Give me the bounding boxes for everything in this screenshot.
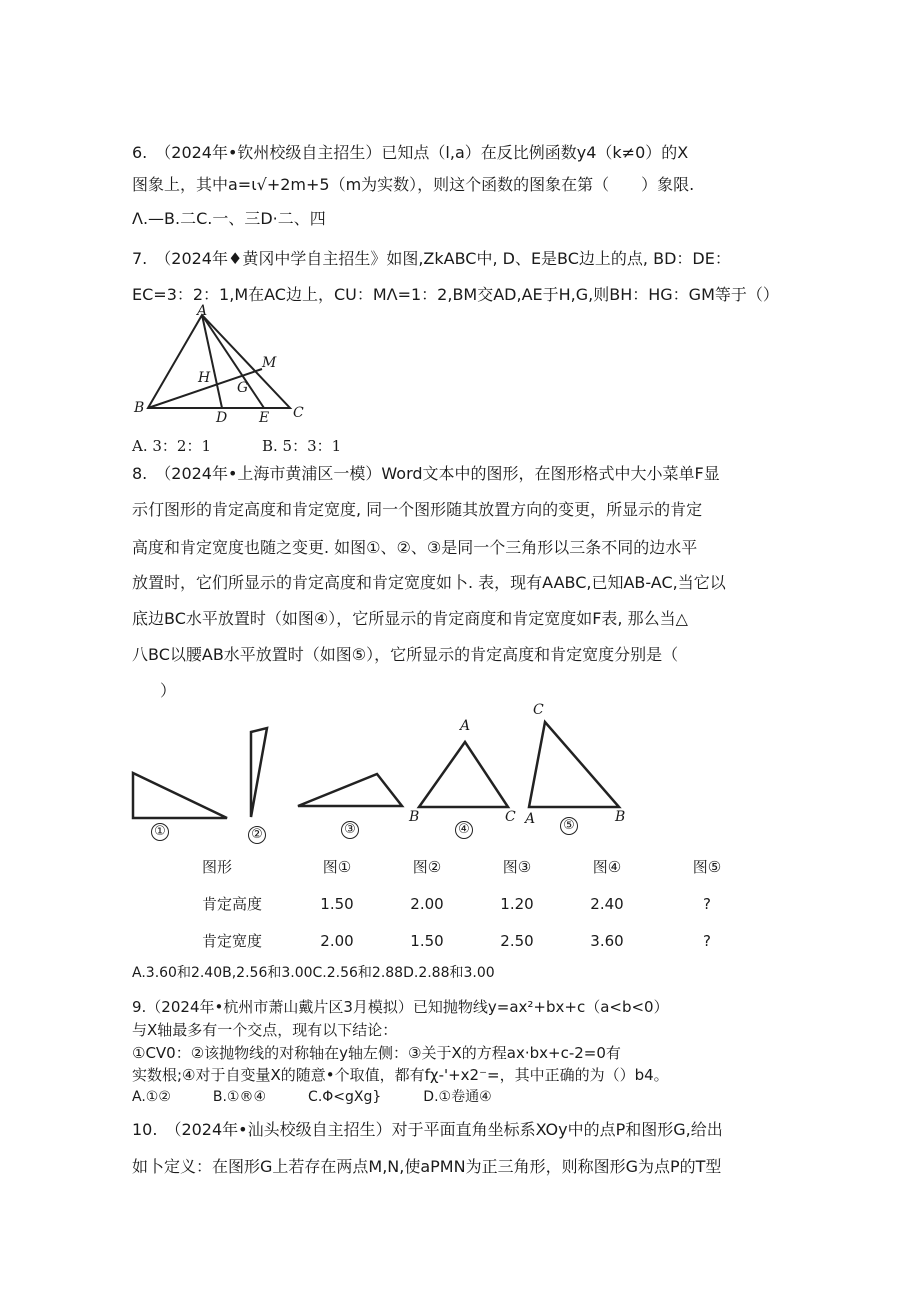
q7-label-m: M bbox=[262, 355, 277, 371]
q6-options: Λ.—B.二C.一、三D·二、四 bbox=[132, 209, 326, 228]
fig2-number: ② bbox=[248, 826, 266, 844]
q7-label-e: E bbox=[259, 410, 270, 426]
fig4-triangle bbox=[419, 742, 508, 807]
q8-line-6: 八BC以腰AB水平放置时（如图⑤），它所显示的肯定高度和肯定宽度分别是（ bbox=[132, 645, 679, 664]
q6-line-2: 图象上，其中a=ι√+2m+5（m为实数），则这个函数的图象在第（ ）象限. bbox=[132, 175, 695, 194]
q7-label-b: B bbox=[134, 400, 145, 416]
table-header: 图③ bbox=[502, 858, 532, 876]
table-header: 图② bbox=[412, 858, 442, 876]
q8-line-1: 8. （2024年•上海市黄浦区一模）Word文本中的图形，在图形格式中大小菜单F显 bbox=[132, 464, 720, 483]
q10-line-2: 如卜定义：在图形G上若存在两点M,N,使aPMN为正三角形，则称图形G为点P的T型 bbox=[132, 1157, 722, 1176]
table-cell: ? bbox=[703, 894, 711, 913]
fig5-label-b: B bbox=[615, 809, 626, 825]
q8-line-7: ） bbox=[160, 681, 177, 700]
q7-label-d: D bbox=[216, 410, 228, 426]
table-cell: 1.50 bbox=[410, 931, 444, 950]
q7-label-h: H bbox=[198, 370, 211, 386]
table-cell: 肯定高度 bbox=[202, 895, 263, 913]
q7-option-b: B. 5：3：1 bbox=[262, 437, 342, 455]
fig4-label-c: C bbox=[505, 809, 516, 825]
q7-label-a: A bbox=[197, 303, 208, 319]
q9-line-4: 实数根;④对于自变量X的随意•个取值，都有fχ-'+x2⁻=，其中正确的为（）b4。 bbox=[132, 1066, 669, 1084]
q8-line-2: 示仃图形的肯定高度和肯定宽度, 同一个图形随其放置方向的变更，所显示的肯定 bbox=[132, 500, 703, 519]
q9-line-2: 与X轴最多有一个交点，现有以下结论： bbox=[132, 1021, 398, 1039]
table-header: 图⑤ bbox=[692, 858, 722, 876]
q8-options: A.3.60和2.40B,2.56和3.00C.2.56和2.88D.2.88和3.00 bbox=[132, 965, 495, 981]
fig1-number: ① bbox=[151, 823, 169, 841]
table-row bbox=[190, 885, 762, 922]
fig3-number: ③ bbox=[341, 821, 359, 839]
q7-line-1: 7. （2024年♦黄冈中学自主招生》如图,ZkABC中, D、E是BC边上的点, BD：DE： bbox=[132, 249, 731, 268]
q9-line-1: 9.（2024年•杭州市萧山戴片区3月模拟）已知抛物线y=ax²+bx+c（a<b<0） bbox=[132, 998, 669, 1016]
table-header: 图形 bbox=[202, 858, 233, 876]
q7-option-a: A. 3：2：1 bbox=[132, 437, 211, 455]
table-cell: 3.60 bbox=[590, 931, 624, 950]
q7-label-g: G bbox=[237, 380, 249, 396]
q6-line-1: 6. （2024年•钦州校级自主招生）已知点（l,a）在反比例函数y4（k≠0）的X bbox=[132, 143, 689, 162]
fig5-number: ⑤ bbox=[560, 817, 578, 835]
fig5-label-a: A bbox=[525, 811, 536, 827]
q7-line-2: EC=3：2：1,M在AC边上，CU：MΛ=1：2,BM交AD,AE于H,G,则BH：HG：GM等于（） bbox=[132, 285, 779, 304]
q8-line-4: 放置时，它们所显示的肯定高度和肯定宽度如卜. 表，现有AABC,已知AB-AC,当它以 bbox=[132, 573, 726, 592]
table-cell: 2.00 bbox=[320, 931, 354, 950]
fig5-triangle bbox=[529, 722, 619, 807]
q7-label-c: C bbox=[293, 405, 304, 421]
fig1-triangle bbox=[133, 773, 227, 818]
fig4-label-a: A bbox=[460, 718, 471, 734]
table-row bbox=[190, 922, 762, 959]
table-header: 图④ bbox=[592, 858, 622, 876]
q10-line-1: 10. （2024年•汕头校级自主招生）对于平面直角坐标系XOy中的点P和图形G,给出 bbox=[132, 1120, 723, 1139]
table-cell: 肯定宽度 bbox=[202, 932, 263, 950]
table-cell: 2.40 bbox=[590, 894, 624, 913]
q8-line-5: 底边BC水平放置时（如图④），它所显示的肯定商度和肯定宽度如F表, 那么当△ bbox=[132, 609, 688, 628]
fig3-triangle bbox=[298, 774, 402, 806]
q8-line-3: 高度和肯定宽度也随之变更. 如图①、②、③是同一个三角形以三条不同的边水平 bbox=[132, 538, 698, 557]
q8-triangle-figures bbox=[130, 705, 630, 825]
table-cell: 2.00 bbox=[410, 894, 444, 913]
fig4-number: ④ bbox=[455, 821, 473, 839]
q9-line-3: ①CV0：②该抛物线的对称轴在y轴左侧：③关于X的方程ax·bx+c-2=0有 bbox=[132, 1044, 621, 1062]
table-header-row bbox=[190, 848, 762, 885]
table-cell: 1.50 bbox=[320, 894, 354, 913]
fig5-label-c: C bbox=[533, 702, 544, 718]
fig4-label-b: B bbox=[409, 809, 420, 825]
fig2-triangle bbox=[251, 728, 267, 817]
q8-data-table bbox=[190, 848, 762, 959]
q9-options: A.①② B.①®④ C.Φ<gXg} D.①卷通④ bbox=[132, 1089, 492, 1105]
table-header: 图① bbox=[322, 858, 352, 876]
table-cell: 2.50 bbox=[500, 931, 534, 950]
table-cell: 1.20 bbox=[500, 894, 534, 913]
table-cell: ? bbox=[703, 931, 711, 950]
